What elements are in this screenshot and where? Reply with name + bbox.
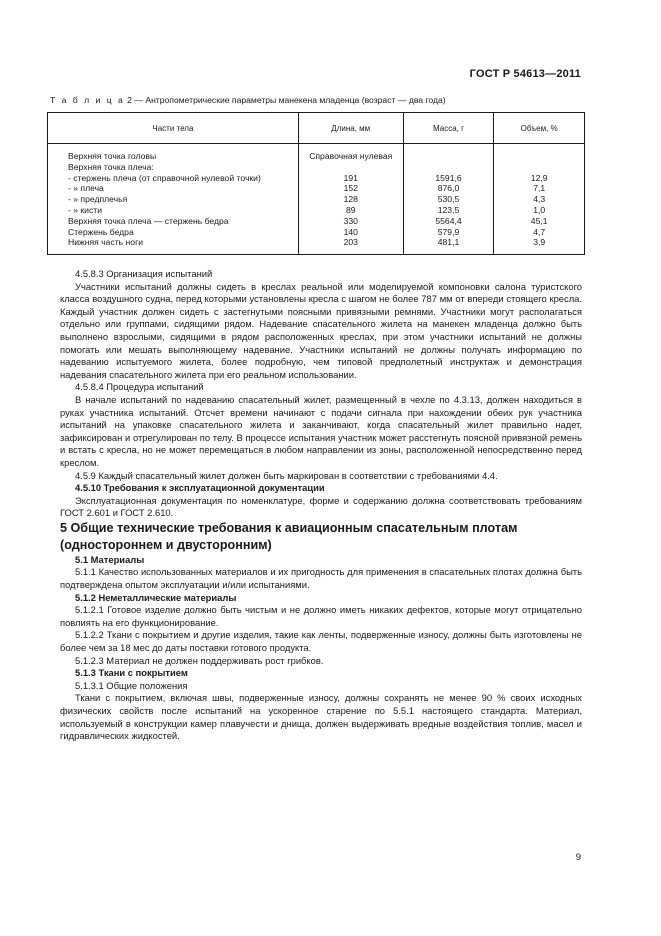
cell-body-part: - » плеча [48, 183, 299, 194]
paragraph: 4.5.9 Каждый спасательный жилет должен быть маркирован в соответствии с требованиями 4.4. [75, 469, 498, 481]
clause-heading: 5.1.2 Неметаллические материалы [75, 591, 237, 603]
cell-body-part: - » предплечья [48, 194, 299, 205]
column-header-volume: Объем, % [494, 113, 585, 144]
table-row [48, 237, 585, 254]
paragraph: Эксплуатационная документация по номенклатуре, форме и содержанию должна соответствовать требованиям ГОСТ 2.601 и ГОСТ 2.610. [60, 494, 582, 519]
paragraph: 5.1.2.3 Материал не должен поддерживать рост грибков. [75, 654, 324, 666]
cell-body-part: - » кисти [48, 205, 299, 216]
cell-volume [494, 162, 585, 173]
paragraph: Участники испытаний должны сидеть в креслах реальной или моделируемой компоновки салона туристского класса воздушного судна, перед которыми установлены кресла с шагом не более 787 мм от впереди стоящего кресла. Каждый участник должен сидеть с застегнутыми поясными привязными ремнями. Участники могут располагаться отдельно или группами, сидящими рядом. Надевание спасательного жилета на манекен младенца должно быть выполнено взрослыми, сидящими в рядом расположенных креслах, при этом участники испытаний не должны помогать или мешать выполняющему надевание. Участники испытаний не должны получать информацию по надеванию испытуемого жилета, более подробную, чем типовой предполетный инструктаж и демонстрация надевания спасательного жилета при его реальном использовании. [60, 280, 582, 380]
cell-length: 203 [298, 237, 403, 254]
document-header: ГОСТ Р 54613—2011 [469, 68, 581, 80]
cell-mass: 123,5 [403, 205, 494, 216]
clause-heading: 5.1 Материалы [75, 553, 145, 565]
table-row [48, 216, 585, 227]
cell-length: 140 [298, 227, 403, 238]
paragraph: 5.1.2.1 Готовое изделие должно быть чистым и не должно иметь никаких дефектов, которые могут отрицательно повлиять на его функционирование. [60, 604, 582, 628]
cell-body-part: Стержень бедра [48, 227, 299, 238]
anthropometric-table [47, 112, 585, 255]
cell-volume: 4,7 [494, 227, 585, 238]
cell-length [298, 162, 403, 173]
cell-mass: 876,0 [403, 183, 494, 194]
cell-length: Справочная нулевая [298, 144, 403, 162]
paragraph: 5.1.2.2 Ткани с покрытием и другие изделия, такие как ленты, подверженные износу, должны быть изготовлены не более чем за 18 мес до даты поставки готового продукта. [60, 629, 582, 654]
table-row [48, 173, 585, 184]
table-row [48, 227, 585, 238]
cell-length: 330 [298, 216, 403, 227]
cell-volume: 45,1 [494, 216, 585, 227]
table-row [48, 205, 585, 216]
clause-heading: 4.5.10 Требования к эксплуатационной документации [75, 482, 325, 494]
cell-body-part: Верхняя точка головы [48, 144, 299, 162]
cell-length: 152 [298, 183, 403, 194]
paragraph: Ткани с покрытием, включая швы, подверженные износу, должны сохранять не менее 90 % своих исходных физических свойств после испытаний на ускоренное старение по 5.5.1 настоящего стандарта. Материал, используемый в конструкции камер плавучести и днища, должен выдерживать вредные воздействия топлив, масел и гидравлических жидкостей. [60, 692, 582, 742]
cell-volume [494, 144, 585, 162]
cell-mass: 481,1 [403, 237, 494, 254]
cell-volume: 1,0 [494, 205, 585, 216]
cell-body-part: Нижняя часть ноги [48, 237, 299, 254]
cell-mass: 530,5 [403, 194, 494, 205]
cell-mass [403, 162, 494, 173]
table-row [48, 194, 585, 205]
cell-body-part: Верхняя точка плеча — стержень бедра [48, 216, 299, 227]
table-row [48, 183, 585, 194]
section-title: 5 Общие технические требования к авиационным спасательным плотам (одностороннем и двусторонним) [60, 520, 518, 552]
cell-volume: 3,9 [494, 237, 585, 254]
cell-body-part: - стержень плеча (от справочной нулевой точки) [48, 173, 299, 184]
cell-length: 89 [298, 205, 403, 216]
clause-heading: 5.1.3 Ткани с покрытием [75, 667, 188, 679]
cell-body-part: Верхняя точка плеча: [48, 162, 299, 173]
column-header-body-parts: Части тела [48, 113, 299, 144]
body-text [60, 268, 582, 743]
cell-length: 128 [298, 194, 403, 205]
column-header-mass: Масса, г [403, 113, 494, 144]
cell-mass: 5564,4 [403, 216, 494, 227]
column-header-length: Длина, мм [298, 113, 403, 144]
table-header-row [48, 113, 585, 144]
clause-heading: 5.1.3.1 Общие положения [75, 679, 188, 691]
clause-heading: 4.5.8.4 Процедура испытаний [75, 381, 204, 393]
table-row [48, 162, 585, 173]
cell-mass: 579,9 [403, 227, 494, 238]
cell-volume: 7,1 [494, 183, 585, 194]
table-caption-label: Т а б л и ц а [50, 95, 125, 105]
clause-heading: 4.5.8.3 Организация испытаний [75, 268, 213, 279]
page-number: 9 [575, 852, 581, 863]
paragraph: 5.1.1 Качество использованных материалов и их пригодность для применения в спасательных плотах должна быть подтверждена опытом эксплуатации и/или испытаниями. [60, 566, 582, 591]
cell-volume: 12,9 [494, 173, 585, 184]
cell-volume: 4,3 [494, 194, 585, 205]
table-caption-text: 2 — Антропометрические параметры манекена младенца (возраст — два года) [124, 95, 446, 105]
table-row [48, 144, 585, 162]
cell-mass [403, 144, 494, 162]
table-caption [50, 95, 446, 105]
cell-mass: 1591,6 [403, 173, 494, 184]
paragraph: В начале испытаний по надеванию спасательный жилет, размещенный в чехле по 4.3.13, должен находиться в руках участника испытаний. Отсчет времени начинают с подачи сигнала при нахождении обеих рук участника испытаний на упаковке спасательного жилета и заканчивают, когда спасательный жилет правильно надет, зафиксирован и отрегулирован по телу. В процессе испытания участник может расстегнуть поясной привязной ремень и встать с кресла, но не может перемещаться в любом направлении из зоны, расположенной непосредственно перед креслом. [60, 393, 582, 468]
cell-length: 191 [298, 173, 403, 184]
